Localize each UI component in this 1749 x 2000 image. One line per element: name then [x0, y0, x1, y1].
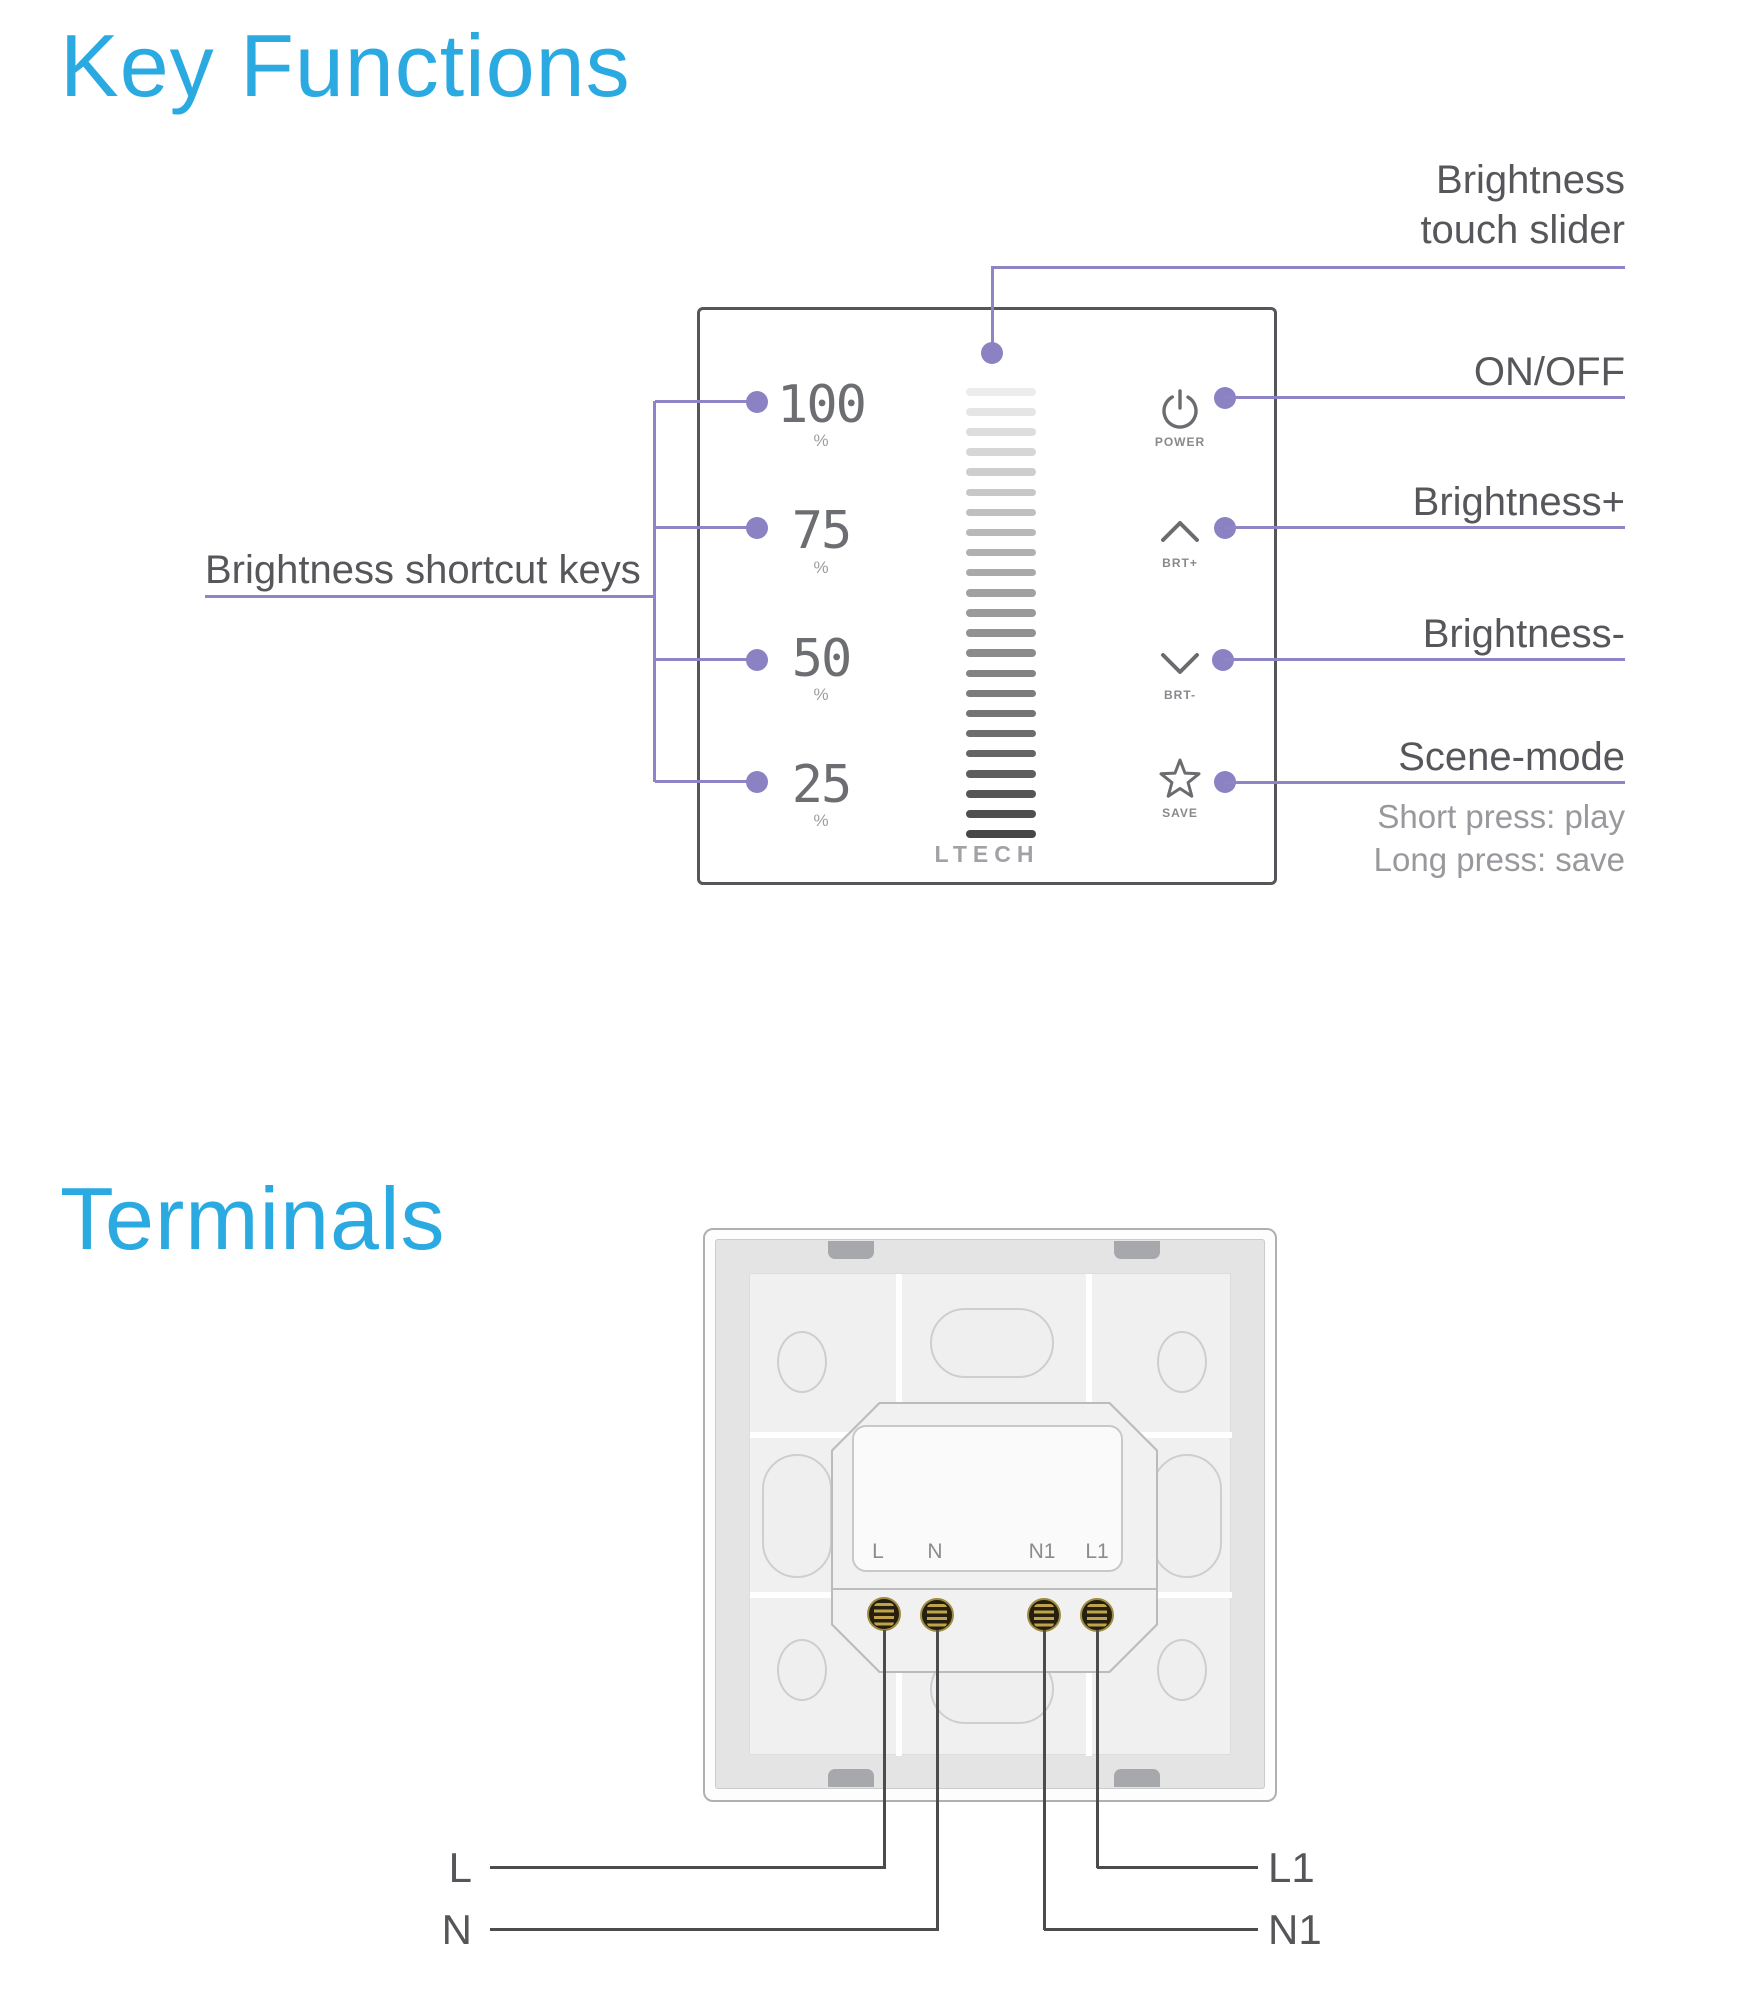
screw-slot-texture [874, 1603, 894, 1626]
slider-bar [966, 670, 1036, 678]
slider-bar [966, 790, 1036, 798]
wire-n1-vertical [1043, 1630, 1046, 1930]
terminal-label-n1: N1 [1028, 1540, 1056, 1563]
slider-label [1420, 155, 1625, 255]
power-button-label: POWER [1154, 435, 1206, 449]
mount-slot-right [1152, 1454, 1222, 1578]
terminals-title: Terminals [60, 1169, 446, 1268]
wire-n1-horizontal [1044, 1928, 1258, 1931]
slider-bar [966, 629, 1036, 637]
mount-tab-top-left [828, 1241, 874, 1259]
brightness-plus-label: Brightness+ [1412, 480, 1625, 524]
shortcut-100-button: 100 [777, 375, 865, 435]
wire-l-horizontal [490, 1866, 886, 1869]
slider-callout-dot [981, 342, 1003, 364]
brt-plus-button-label: BRT+ [1162, 556, 1198, 570]
shortcut-dot-75 [746, 517, 768, 539]
slider-bar [966, 649, 1036, 657]
wire-label-l: L [448, 1844, 472, 1891]
mount-hole-top-right [1157, 1331, 1207, 1393]
ltech-logo: LTECH [934, 841, 1040, 867]
shortcut-dot-50 [746, 649, 768, 671]
brt-minus-button-label: BRT- [1164, 688, 1196, 702]
key-functions-title: Key Functions [60, 16, 631, 115]
slider-bar [966, 770, 1036, 778]
slider-bar [966, 569, 1036, 577]
shortcut-stub-100 [655, 400, 755, 403]
mount-hole-bottom-right [1157, 1639, 1207, 1701]
wire-l-vertical [883, 1630, 886, 1868]
slider-callout-drop [991, 266, 994, 346]
mount-tab-bottom-right [1114, 1769, 1160, 1787]
shortcut-stub-75 [655, 526, 755, 529]
shortcut-50-button: 50 [791, 629, 851, 689]
shortcut-25-button: 25 [791, 755, 851, 815]
screw-terminal-l [867, 1597, 901, 1631]
slider-bar [966, 589, 1036, 597]
save-button-label: SAVE [1162, 806, 1198, 820]
mount-tab-top-right [1114, 1241, 1160, 1259]
shortcut-100-unit: % [813, 431, 829, 450]
shortcut-75-button: 75 [791, 501, 851, 561]
slider-bar [966, 710, 1036, 718]
slider-bar [966, 468, 1036, 476]
slider-bar [966, 529, 1036, 537]
wire-n-vertical [936, 1630, 939, 1930]
shortcut-75-unit: % [813, 558, 829, 577]
slider-label-line1: Brightness [1436, 158, 1625, 202]
screw-terminal-n1 [1027, 1598, 1061, 1632]
shortcut-25-unit: % [813, 811, 829, 830]
wire-n-horizontal [490, 1928, 939, 1931]
terminal-label-l1: L1 [1085, 1540, 1109, 1563]
shortcut-stub-25 [655, 780, 755, 783]
shortcut-stub-50 [655, 658, 755, 661]
slider-bar [966, 489, 1036, 497]
slider-bar [966, 730, 1036, 738]
mount-slot-top [930, 1308, 1054, 1378]
wire-label-n: N [441, 1906, 472, 1953]
onoff-label: ON/OFF [1473, 350, 1625, 394]
wire-label-n1: N1 [1268, 1906, 1322, 1953]
shortcut-dot-25 [746, 771, 768, 793]
slider-bar [966, 830, 1036, 838]
slider-bar [966, 509, 1036, 517]
scene-short-press: Short press: play [1377, 798, 1625, 835]
scene-mode-label: Scene-mode [1398, 735, 1625, 779]
slider-bar [966, 408, 1036, 416]
wire-l1-horizontal [1097, 1866, 1258, 1869]
slider-bar [966, 609, 1036, 617]
screw-terminal-l1 [1080, 1598, 1114, 1632]
slider-label-line2: touch slider [1420, 208, 1625, 252]
shortcut-keys-label: Brightness shortcut keys [205, 548, 641, 592]
mount-slot-left [762, 1454, 832, 1578]
slider-bar [966, 549, 1036, 557]
brightness-minus-label: Brightness- [1422, 612, 1625, 656]
touch-panel-front [697, 307, 1277, 885]
mount-hole-bottom-left [777, 1639, 827, 1701]
scene-long-press: Long press: save [1373, 841, 1625, 878]
terminal-label-l: L [872, 1540, 884, 1563]
screw-slot-texture [927, 1604, 947, 1627]
mount-tab-bottom-left [828, 1769, 874, 1787]
slider-bar [966, 428, 1036, 436]
slider-bar [966, 810, 1036, 818]
shortcut-50-unit: % [813, 685, 829, 704]
slider-bar [966, 448, 1036, 456]
slider-callout-line [991, 266, 1625, 269]
slider-bar [966, 388, 1036, 396]
shortcut-dot-100 [746, 391, 768, 413]
slider-bar [966, 750, 1036, 758]
terminal-label-n: N [927, 1540, 943, 1563]
terminal-separator [833, 1588, 1156, 1590]
screw-terminal-n [920, 1598, 954, 1632]
wire-label-l1: L1 [1268, 1844, 1315, 1891]
scene-mode-sublabel [1374, 795, 1625, 881]
shortcut-bracket [653, 401, 656, 782]
slider-bar [966, 690, 1036, 698]
mount-hole-top-left [777, 1331, 827, 1393]
screw-slot-texture [1087, 1604, 1107, 1627]
wire-l1-vertical [1096, 1630, 1099, 1868]
screw-slot-texture [1034, 1604, 1054, 1627]
shortcut-keys-underline [205, 595, 655, 598]
brightness-touch-slider [966, 388, 1036, 838]
